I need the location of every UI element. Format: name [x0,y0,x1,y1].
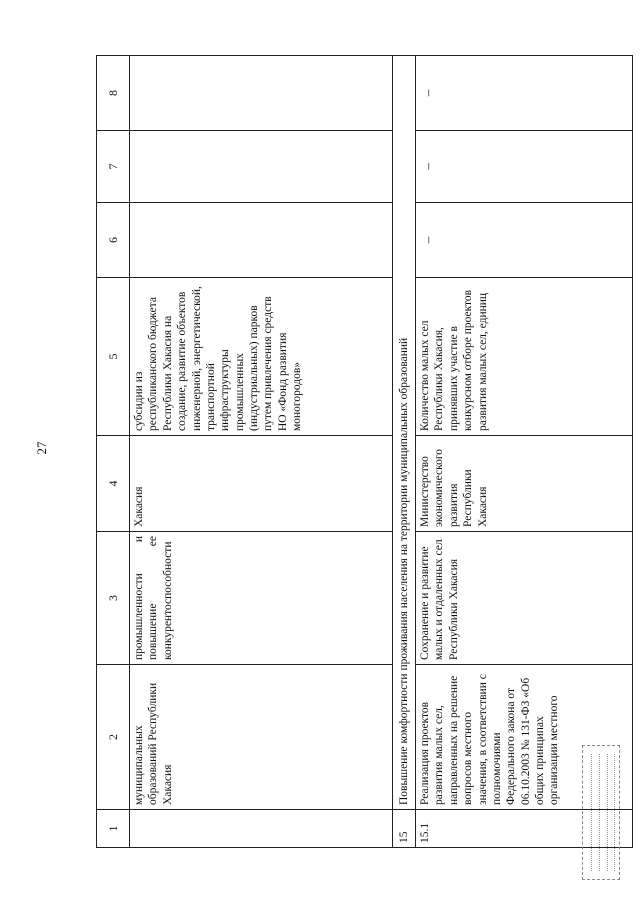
registration-stamp [582,745,620,880]
column-number: 7 [97,131,130,203]
section-row [393,56,416,848]
cell-value-8: – [416,56,633,131]
cell-value-7: – [416,131,633,203]
cell-value-7 [130,131,393,203]
cell-value-8 [130,56,393,131]
column-number: 5 [97,278,130,436]
program-table [96,55,633,848]
cell-number: 15.1 [416,810,633,848]
table-row-15-1 [416,56,633,848]
cell-value-6 [130,203,393,278]
section-number: 15 [393,810,416,848]
column-number: 3 [97,532,130,665]
rotated-page-content [96,56,626,848]
column-number: 4 [97,436,130,532]
cell-executor: Хакасия [130,436,393,532]
cell-indicator: Количество малых сел Республики Хакасия, принявших участие в конкурсном отборе проектов развития малых сел, единиц [416,278,633,436]
cell-value-6: – [416,203,633,278]
cell-activity: Реализация проектов развития малых сел, направленных на решение вопросов местного значения, в соответствии с полномочиями Федерального закона от 06.10.2003 № 131-ФЗ «Об общих принципах организации местного [416,665,633,810]
cell-goal: промышленности и повышение ее конкурентоспособности [130,532,393,665]
cell-indicator: субсидии из республиканского бюджета Республики Хакасия на создание, развитие объектов инженерной, энергетической, транспортной инфраструктуры промышленных (индустриальных) парков путем привлечения средств НО «Фонд развития моногородов» [130,278,393,436]
cell-goal: Сохранение и развитие малых и отдаленных сел Республики Хакасия [416,532,633,665]
column-number: 8 [97,56,130,131]
page-number: 27 [34,441,49,455]
section-title: Повышение комфортности проживания населения на территории муниципальных образований [393,56,416,810]
column-number-row [97,56,130,848]
column-number: 2 [97,665,130,810]
cell-executor: Министерство экономического развития Республики Хакасия [416,436,633,532]
cell-number [130,810,393,848]
table-row-continuation [130,56,393,848]
column-number: 6 [97,203,130,278]
column-number: 1 [97,810,130,848]
cell-activity: муниципальных образований Республики Хакасия [130,665,393,810]
